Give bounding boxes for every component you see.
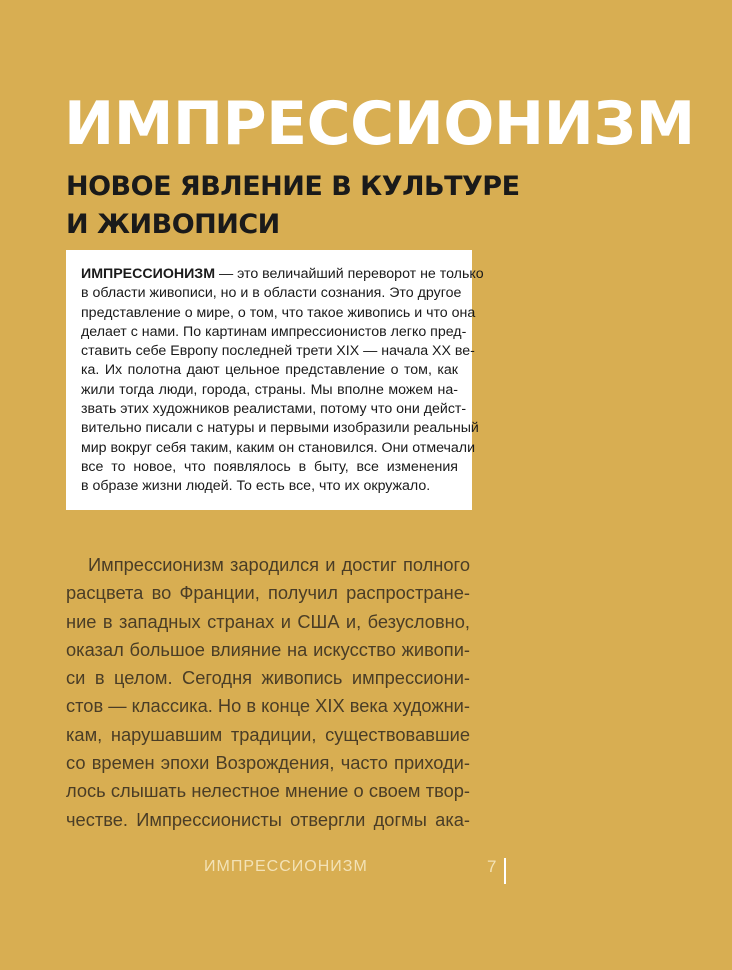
subtitle-line: И ЖИВОПИСИ (66, 209, 280, 240)
page-number-rule (504, 858, 506, 884)
body-line: стов — классика. Но в конце XIX века художни- (66, 695, 470, 717)
body-line: ние в западных странах и США и, безусловно, (66, 610, 470, 632)
intro-line: все то новое, что появлялось в быту, все изменения (81, 458, 458, 475)
intro-line: в образе жизни людей. То есть все, что их окружало. (81, 478, 431, 495)
body-line: со времен эпохи Возрождения, часто приходи- (66, 752, 470, 774)
body-line: Импрессионизм зародился и достиг полного (88, 554, 470, 575)
body-line: си в целом. Сегодня живопись импрессиони- (66, 667, 470, 689)
body-line: оказал большое влияние на искусство живопи- (66, 638, 470, 660)
subtitle (66, 168, 520, 244)
intro-line: ка. Их полотна дают цельное представление о том, как (81, 362, 458, 379)
intro-line: мир вокруг себя таким, каким он становился. Они отмечали (81, 439, 476, 456)
intro-box (66, 250, 484, 510)
intro-line: жили тогда люди, города, страны. Мы вполне можем на- (81, 381, 458, 398)
intro-line: вительно писали с натуры и первыми изобразили реальный (81, 420, 479, 437)
intro-first-line-rest: — это величайший переворот не только (215, 266, 484, 282)
intro-line (81, 265, 484, 284)
body-paragraph (66, 551, 470, 834)
page-title: ИМПРЕССИОНИЗМ (64, 89, 695, 159)
intro-line: делает с нами. По картинам импрессионистов легко пред- (81, 323, 467, 340)
body-line: кам, нарушавшим традиции, существовавшие (66, 723, 470, 745)
body-line: честве. Импрессионисты отвергли догмы ака- (66, 808, 470, 830)
body-line: лось слышать нелестное мнение о своем твор- (66, 780, 470, 802)
intro-line: звать этих художников реалистами, потому что они дейст- (81, 401, 467, 418)
page-number: 7 (487, 857, 497, 876)
intro-line: представление о мире, о том, что такое живопись и что она (81, 304, 476, 321)
body-line: расцвета во Франции, получил распростране- (66, 582, 470, 604)
running-title: ИМПРЕССИОНИЗМ (204, 858, 368, 875)
intro-line: ставить себе Европу последней трети XIX — начала XX ве- (81, 343, 475, 360)
intro-term: ИМПРЕССИОНИЗМ (81, 266, 216, 282)
intro-line: в области живописи, но и в области сознания. Это другое (81, 285, 462, 302)
subtitle-line: НОВОЕ ЯВЛЕНИЕ В КУЛЬТУРЕ (66, 171, 520, 202)
